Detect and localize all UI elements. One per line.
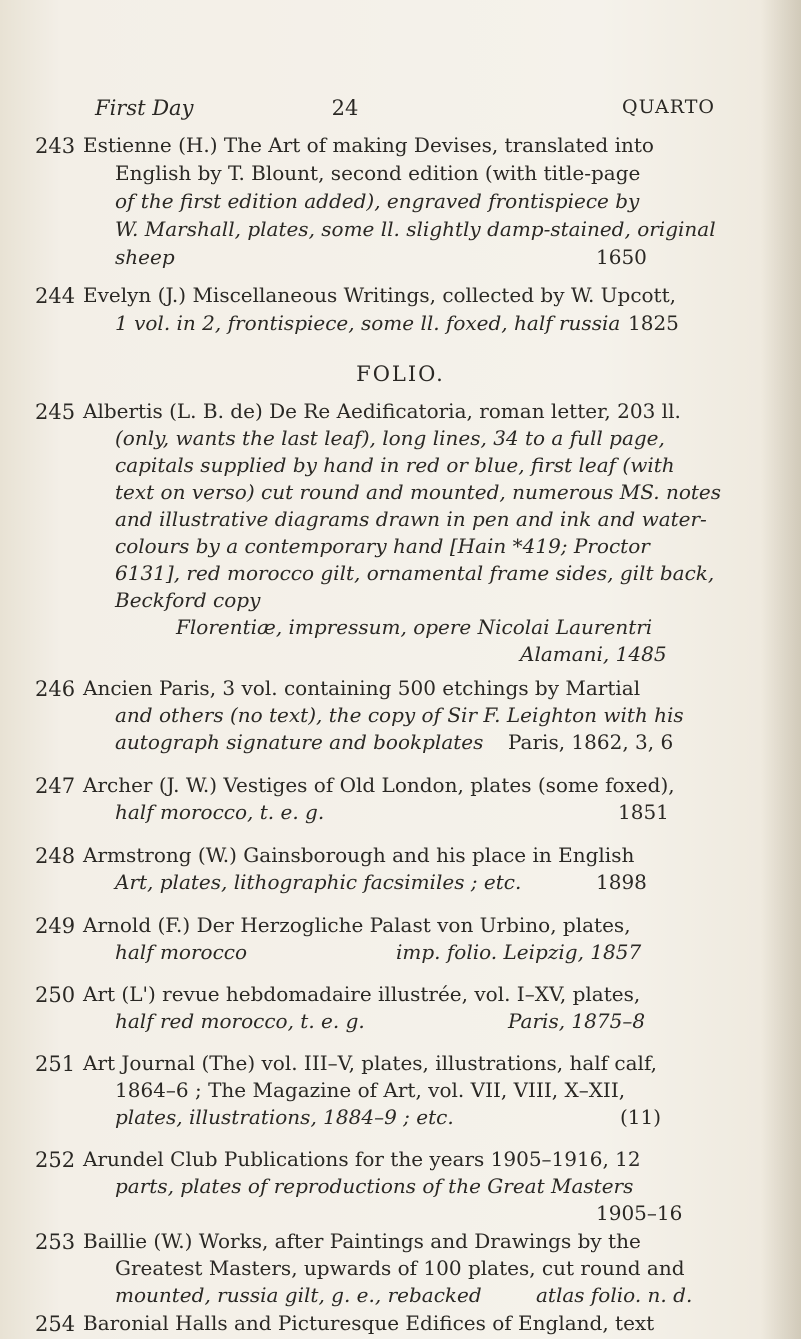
lot-text-line: mounted, russia gilt, g. e., rebacked — [115, 1283, 482, 1307]
lot-text-line: Archer (J. W.) Vestiges of Old London, plates (some foxed), — [83, 773, 675, 797]
lot-text-line: Arnold (F.) Der Herzogliche Palast von Urbino, plates, — [83, 913, 631, 937]
lot-date: 1905–16 — [596, 1201, 683, 1225]
lot-text-line: Arundel Club Publications for the years 1905–1916, 12 — [83, 1147, 641, 1171]
lot-text-line: 6131], red morocco gilt, ornamental frame sides, gilt back, — [115, 561, 715, 585]
lot-date: imp. folio. Leipzig, 1857 — [396, 940, 642, 964]
lot-text-line: English by T. Blount, second edition (with title-page — [115, 161, 641, 185]
page-number: 24 — [331, 96, 359, 120]
lot-text-line: (only, wants the last leaf), long lines, 34 to a full page, — [115, 426, 665, 450]
lot-text-line: capitals supplied by hand in red or blue, first leaf (with — [115, 453, 675, 477]
lot-text-line: 1864–6 ; The Magazine of Art, vol. VII, VIII, X–XII, — [115, 1078, 626, 1102]
lot-text-line: Art, plates, lithographic facsimiles ; etc. — [115, 870, 522, 894]
lot-text-line: Art (L') revue hebdomadaire illustrée, vol. I–XV, plates, — [83, 982, 641, 1006]
lot-date: 1825 — [628, 311, 679, 335]
lot-text-line: sheep — [115, 245, 175, 269]
lot-date: atlas folio. n. d. — [536, 1283, 693, 1307]
lot-date: 1851 — [618, 800, 669, 824]
lot-imprint-line: Alamani, 1485 — [520, 642, 667, 666]
lot-number: 252 — [35, 1148, 76, 1172]
lot-number: 254 — [35, 1312, 76, 1336]
lot-number: 249 — [35, 914, 76, 938]
lot-text-line: W. Marshall, plates, some ll. slightly damp-stained, original — [115, 217, 716, 241]
lot-text-line: Ancien Paris, 3 vol. containing 500 etchings by Martial — [83, 676, 641, 700]
lot-text-line: text on verso) cut round and mounted, numerous MS. notes — [115, 480, 722, 504]
lot-text-line: Art Journal (The) vol. III–V, plates, illustrations, half calf, — [83, 1051, 657, 1075]
lot-text-line: plates, illustrations, 1884–9 ; etc. — [115, 1105, 454, 1129]
lot-text-line: Estienne (H.) The Art of making Devises, translated into — [83, 133, 654, 157]
lot-number: 247 — [35, 774, 76, 798]
lot-text-line: Armstrong (W.) Gainsborough and his place in English — [83, 843, 635, 867]
lot-text-line: 1 vol. in 2, frontispiece, some ll. foxed, half russia — [115, 311, 621, 335]
lot-text-line: Evelyn (J.) Miscellaneous Writings, collected by W. Upcott, — [83, 283, 676, 307]
lot-imprint-line: Florentiæ, impressum, opere Nicolai Laurentri — [176, 615, 653, 639]
lot-text-line: of the first edition added), engraved frontispiece by — [115, 189, 640, 213]
lot-number: 251 — [35, 1052, 76, 1076]
lot-text-line: autograph signature and bookplates — [115, 730, 484, 754]
lot-number: 250 — [35, 983, 76, 1007]
section-title: FOLIO. — [356, 362, 445, 386]
page-header — [95, 96, 715, 126]
lot-number: 244 — [35, 284, 76, 308]
lot-text-line: parts, plates of reproductions of the Great Masters — [115, 1174, 634, 1198]
lot-quantity: (11) — [620, 1105, 662, 1129]
page-edge-shadow — [761, 0, 801, 1339]
lot-text-line: half morocco, t. e. g. — [115, 800, 325, 824]
lot-text-line: Albertis (L. B. de) De Re Aedificatoria, roman letter, 203 ll. — [83, 399, 681, 423]
lot-text-line: half morocco — [115, 940, 248, 964]
lot-text-line: half red morocco, t. e. g. — [115, 1009, 365, 1033]
lot-text-line: Baronial Halls and Picturesque Edifices of England, text — [83, 1311, 655, 1335]
lot-date: Paris, 1862, 3, 6 — [508, 730, 674, 754]
lot-text-line: and illustrative diagrams drawn in pen and ink and water- — [115, 507, 707, 531]
lot-date: Paris, 1875–8 — [508, 1009, 646, 1033]
lot-date: 1898 — [596, 870, 647, 894]
lot-number: 248 — [35, 844, 76, 868]
lot-text-line: colours by a contemporary hand [Hain *419; Proctor — [115, 534, 650, 558]
lot-number: 253 — [35, 1230, 76, 1254]
lot-text-line: Beckford copy — [115, 588, 261, 612]
header-format: QUARTO — [622, 96, 715, 118]
lot-number: 243 — [35, 134, 76, 158]
lot-text-line: Baillie (W.) Works, after Paintings and Drawings by the — [83, 1229, 641, 1253]
header-day: First Day — [95, 96, 194, 120]
lot-number: 246 — [35, 677, 76, 701]
lot-text-line: Greatest Masters, upwards of 100 plates, cut round and — [115, 1256, 685, 1280]
lot-number: 245 — [35, 400, 76, 424]
lot-text-line: and others (no text), the copy of Sir F. Leighton with his — [115, 703, 684, 727]
lot-date: 1650 — [596, 245, 647, 269]
